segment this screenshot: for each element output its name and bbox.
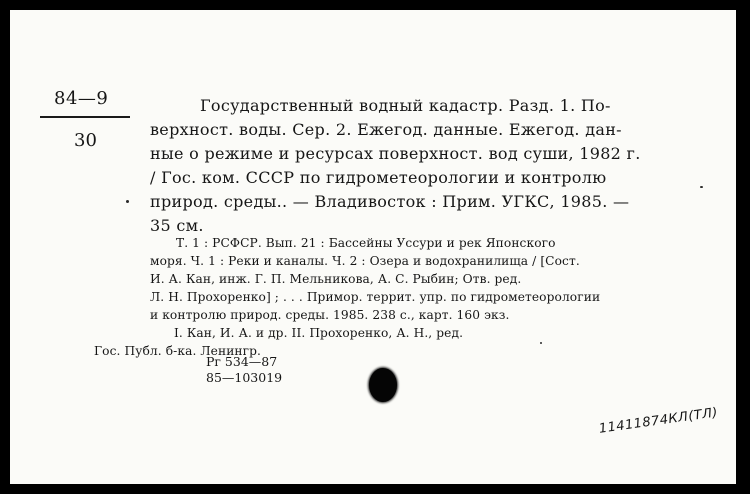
ink-speck — [540, 342, 542, 344]
description-line: 35 см. — [150, 216, 204, 235]
description-line: природ. среды.. — Владивосток : Прим. УГКС, 1985. — — [150, 192, 630, 211]
volume-line: Т. 1 : РСФСР. Вып. 21 : Бассейны Уссури и рек Японского — [176, 236, 556, 250]
volume-line: И. А. Кан, инж. Г. П. Мельникова, А. С. Рыбин; Отв. ред. — [150, 272, 522, 286]
ink-speck — [126, 200, 129, 203]
registration-codes — [206, 354, 282, 386]
description-line: Государственный водный кадастр. Разд. 1. По- — [200, 96, 611, 115]
handwritten-note: 11411874КЛ(ТЛ) — [598, 405, 719, 437]
ink-speck — [700, 186, 703, 188]
holding-library: Гос. Публ. б-ка. Ленингр. — [94, 344, 262, 358]
description-line: верхност. воды. Сер. 2. Ежегод. данные. Ежегод. дан- — [150, 120, 622, 139]
description-line: / Гос. ком. СССР по гидрометеорологии и контролю — [150, 168, 607, 187]
ink-stamp — [369, 368, 397, 402]
call-number-sub: 30 — [74, 130, 97, 151]
tracings: I. Кан, И. А. и др. II. Прохоренко, А. Н., ред. — [174, 326, 464, 340]
code-line: 85—103019 — [206, 370, 283, 385]
volume-description — [94, 234, 720, 360]
volume-line: моря. Ч. 1 : Реки и каналы. Ч. 2 : Озера и водохранилища / [Сост. — [150, 254, 580, 268]
description-line: ные о режиме и ресурсах поверхност. вод суши, 1982 г. — [150, 144, 641, 163]
call-number: 84—9 — [54, 88, 109, 109]
call-number-divider — [40, 116, 130, 118]
volume-line: Л. Н. Прохоренко] ; . . . Примор. террит. упр. по гидрометеорологии — [150, 290, 601, 304]
volume-line: и контролю природ. среды. 1985. 238 с., карт. 160 экз. — [150, 308, 510, 322]
bibliographic-description — [150, 94, 710, 238]
catalog-card — [10, 10, 736, 484]
code-line: Рг 534—87 — [206, 354, 278, 369]
